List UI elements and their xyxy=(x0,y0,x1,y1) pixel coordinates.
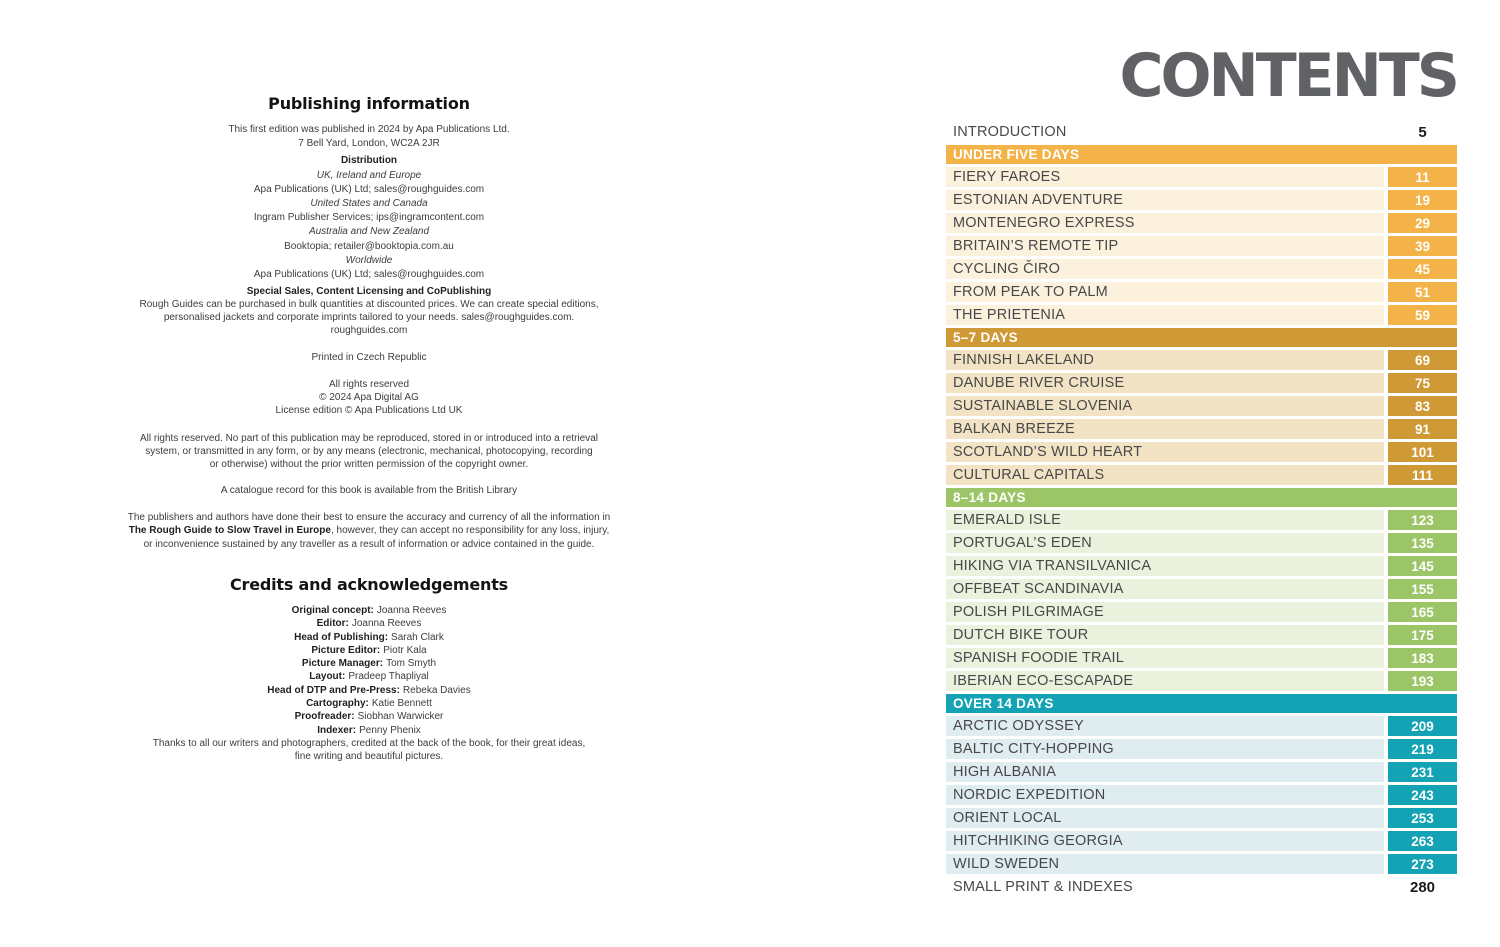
toc-section-header: UNDER FIVE DAYS xyxy=(946,145,1457,164)
toc-footer-label: SMALL PRINT & INDEXES xyxy=(953,879,1133,895)
toc-entry-row xyxy=(946,396,1457,416)
toc-entry-title: CULTURAL CAPITALS xyxy=(946,465,1384,485)
license-line: License edition © Apa Publications Ltd UK xyxy=(275,404,463,416)
toc-entry-row xyxy=(946,671,1457,691)
disclaimer-line: The publishers and authors have done their best to ensure the accuracy and currency of all the information in xyxy=(127,512,611,524)
toc-entry-title: NORDIC EXPEDITION xyxy=(946,785,1384,805)
credit-line: Picture Manager: Tom Smyth xyxy=(301,658,437,670)
toc-entry-title: HIGH ALBANIA xyxy=(946,762,1384,782)
toc-entry-row xyxy=(946,716,1457,736)
toc-entry-title: OFFBEAT SCANDINAVIA xyxy=(946,579,1384,599)
toc-entry-row xyxy=(946,373,1457,393)
toc-entry-page-badge: 263 xyxy=(1388,831,1457,851)
toc-entry-page-badge: 175 xyxy=(1388,625,1457,645)
toc-entry-page-badge: 135 xyxy=(1388,533,1457,553)
toc-entry-row xyxy=(946,831,1457,851)
credit-line: Cartography: Katie Bennett xyxy=(306,698,432,710)
toc-entry-row xyxy=(946,465,1457,485)
toc-entry-title: THE PRIETENIA xyxy=(946,305,1384,325)
credit-line: Picture Editor: Piotr Kala xyxy=(311,644,427,656)
toc-entry-page-badge: 165 xyxy=(1388,602,1457,622)
toc-entry-page-badge: 155 xyxy=(1388,579,1457,599)
distribution-region: United States and Canada xyxy=(310,198,428,210)
toc-entry-title: WILD SWEDEN xyxy=(946,854,1384,874)
toc-entry-page-badge: 29 xyxy=(1388,213,1457,233)
website-line: roughguides.com xyxy=(330,324,408,336)
distribution-title: Distribution xyxy=(340,155,398,167)
toc-entry-title: FROM PEAK TO PALM xyxy=(946,282,1384,302)
publishing-title: Publishing information xyxy=(268,94,470,113)
distribution-region: Australia and New Zealand xyxy=(308,226,430,238)
toc-entry-row xyxy=(946,579,1457,599)
toc-entry-title: FIERY FAROES xyxy=(946,167,1384,187)
toc-entry-title: IBERIAN ECO-ESCAPADE xyxy=(946,671,1384,691)
toc-entry-row xyxy=(946,602,1457,622)
toc-entry-title: BALKAN BREEZE xyxy=(946,419,1384,439)
toc-entry-row xyxy=(946,854,1457,874)
toc-section-header: 8–14 DAYS xyxy=(946,488,1457,507)
catalogue-line: A catalogue record for this book is available from the British Library xyxy=(220,485,518,497)
thanks-line: fine writing and beautiful pictures. xyxy=(294,751,444,763)
toc-entry-title: EMERALD ISLE xyxy=(946,510,1384,530)
toc-entry-title: HIKING VIA TRANSILVANICA xyxy=(946,556,1384,576)
toc-entry-title: ARCTIC ODYSSEY xyxy=(946,716,1384,736)
credit-line: Proofreader: Siobhan Warwicker xyxy=(294,711,444,723)
special-sales-line: Rough Guides can be purchased in bulk quantities at discounted prices. We can create special editions, xyxy=(139,299,599,311)
toc-entry-page-badge: 273 xyxy=(1388,854,1457,874)
toc-entry-title: BRITAIN’S REMOTE TIP xyxy=(946,236,1384,256)
toc-entry-row xyxy=(946,625,1457,645)
toc-entry-row xyxy=(946,167,1457,187)
distribution-region: UK, Ireland and Europe xyxy=(316,169,422,181)
disclaimer-line: The Rough Guide to Slow Travel in Europe, however, they can accept no responsibility for any loss, injury, xyxy=(128,525,610,537)
toc-entry-page-badge: 83 xyxy=(1388,396,1457,416)
toc-entry-page-badge: 39 xyxy=(1388,236,1457,256)
toc-entry-page-badge: 59 xyxy=(1388,305,1457,325)
disclaimer-line: or inconvenience sustained by any traveller as a result of information or advice contained in the guide. xyxy=(143,538,595,550)
toc-entry-row xyxy=(946,236,1457,256)
toc-entry-page-badge: 69 xyxy=(1388,350,1457,370)
toc-entry-title: ORIENT LOCAL xyxy=(946,808,1384,828)
publishing-page xyxy=(127,94,611,764)
toc-entry-page-badge: 51 xyxy=(1388,282,1457,302)
toc-entry-page-badge: 101 xyxy=(1388,442,1457,462)
toc-entry-row xyxy=(946,808,1457,828)
thanks-line: Thanks to all our writers and photographers, credited at the back of the book, for their great ideas, xyxy=(152,737,586,749)
toc-entry-row xyxy=(946,305,1457,325)
distribution-contact: Apa Publications (UK) Ltd; sales@roughguides.com xyxy=(253,183,485,195)
credits-title: Credits and acknowledgements xyxy=(229,575,509,594)
toc-entry-page-badge: 253 xyxy=(1388,808,1457,828)
credit-line: Editor: Joanna Reeves xyxy=(316,618,422,630)
special-sales-title: Special Sales, Content Licensing and CoPublishing xyxy=(246,286,492,298)
copyright-line: © 2024 Apa Digital AG xyxy=(319,391,419,403)
toc-entry-title: ESTONIAN ADVENTURE xyxy=(946,190,1384,210)
toc-entry-page-badge: 91 xyxy=(1388,419,1457,439)
toc-entry-page-badge: 111 xyxy=(1388,465,1457,485)
toc-entry-row xyxy=(946,259,1457,279)
toc-entry-page-badge: 183 xyxy=(1388,648,1457,668)
legal-line: All rights reserved. No part of this publication may be reproduced, stored in or introduced into a retrieval xyxy=(139,433,598,445)
rights-line: All rights reserved xyxy=(328,378,410,390)
toc-entry-row xyxy=(946,739,1457,759)
toc-entry-row xyxy=(946,190,1457,210)
credit-line: Indexer: Penny Phenix xyxy=(317,724,421,736)
toc-entry-row xyxy=(946,510,1457,530)
toc-entry-title: CYCLING ČIRO xyxy=(946,259,1384,279)
toc-entry-page-badge: 243 xyxy=(1388,785,1457,805)
toc-entry-title: BALTIC CITY-HOPPING xyxy=(946,739,1384,759)
toc-entry-page-badge: 45 xyxy=(1388,259,1457,279)
credit-line: Head of Publishing: Sarah Clark xyxy=(294,631,444,643)
special-sales-line: personalised jackets and corporate imprints tailored to your needs. sales@roughguides.com. xyxy=(163,312,575,324)
toc-entry-page-badge: 219 xyxy=(1388,739,1457,759)
toc-section-header: OVER 14 DAYS xyxy=(946,694,1457,713)
distribution-contact: Booktopia; retailer@booktopia.com.au xyxy=(284,240,454,252)
toc-entry-page-badge: 11 xyxy=(1388,167,1457,187)
table-of-contents xyxy=(946,122,1457,900)
toc-entry-page-badge: 145 xyxy=(1388,556,1457,576)
toc-entry-row xyxy=(946,419,1457,439)
toc-entry-title: SPANISH FOODIE TRAIL xyxy=(946,648,1384,668)
toc-entry-page-badge: 193 xyxy=(1388,671,1457,691)
toc-entry-row xyxy=(946,533,1457,553)
toc-entry-title: MONTENEGRO EXPRESS xyxy=(946,213,1384,233)
toc-entry-title: POLISH PILGRIMAGE xyxy=(946,602,1384,622)
toc-entry-page-badge: 19 xyxy=(1388,190,1457,210)
toc-section-header: 5–7 DAYS xyxy=(946,328,1457,347)
toc-entry-title: SCOTLAND’S WILD HEART xyxy=(946,442,1384,462)
toc-intro-page: 5 xyxy=(1418,123,1427,141)
toc-intro-row xyxy=(946,122,1457,142)
toc-entry-title: FINNISH LAKELAND xyxy=(946,350,1384,370)
toc-entry-row xyxy=(946,785,1457,805)
toc-entry-title: DUTCH BIKE TOUR xyxy=(946,625,1384,645)
toc-entry-title: SUSTAINABLE SLOVENIA xyxy=(946,396,1384,416)
toc-entry-page-badge: 75 xyxy=(1388,373,1457,393)
credit-line: Layout: Pradeep Thapliyal xyxy=(309,671,429,683)
toc-entry-page-badge: 123 xyxy=(1388,510,1457,530)
toc-entry-title: HITCHHIKING GEORGIA xyxy=(946,831,1384,851)
legal-line: system, or transmitted in any form, or by any means (electronic, mechanical, photocopying, recording xyxy=(145,446,593,458)
book-title-bold: The Rough Guide to Slow Travel in Europe xyxy=(128,525,331,537)
toc-entry-title: DANUBE RIVER CRUISE xyxy=(946,373,1384,393)
toc-entry-page-badge: 231 xyxy=(1388,762,1457,782)
address-line: 7 Bell Yard, London, WC2A 2JR xyxy=(298,138,440,150)
legal-line: or otherwise) without the prior written permission of the copyright owner. xyxy=(209,459,529,471)
toc-intro-label: INTRODUCTION xyxy=(953,124,1067,140)
printed-line: Printed in Czech Republic xyxy=(311,351,427,363)
credit-line: Head of DTP and Pre-Press: Rebeka Davies xyxy=(267,684,471,696)
distribution-contact: Ingram Publisher Services; ips@ingramcontent.com xyxy=(253,212,485,224)
toc-entry-page-badge: 209 xyxy=(1388,716,1457,736)
edition-line: This first edition was published in 2024 by Apa Publications Ltd. xyxy=(228,124,510,135)
credit-line: Original concept: Joanna Reeves xyxy=(291,605,447,616)
toc-entry-row xyxy=(946,556,1457,576)
toc-entry-row xyxy=(946,350,1457,370)
toc-sections xyxy=(946,145,1457,874)
toc-footer-row xyxy=(946,877,1457,897)
toc-entry-row xyxy=(946,442,1457,462)
toc-footer-page: 280 xyxy=(1409,878,1436,896)
toc-entry-row xyxy=(946,762,1457,782)
toc-entry-title: PORTUGAL’S EDEN xyxy=(946,533,1384,553)
distribution-contact: Apa Publications (UK) Ltd; sales@roughguides.com xyxy=(253,269,485,281)
toc-entry-row xyxy=(946,213,1457,233)
toc-entry-row xyxy=(946,282,1457,302)
toc-entry-row xyxy=(946,648,1457,668)
distribution-region: Worldwide xyxy=(345,254,393,266)
contents-page-title: CONTENTS xyxy=(1119,41,1457,111)
